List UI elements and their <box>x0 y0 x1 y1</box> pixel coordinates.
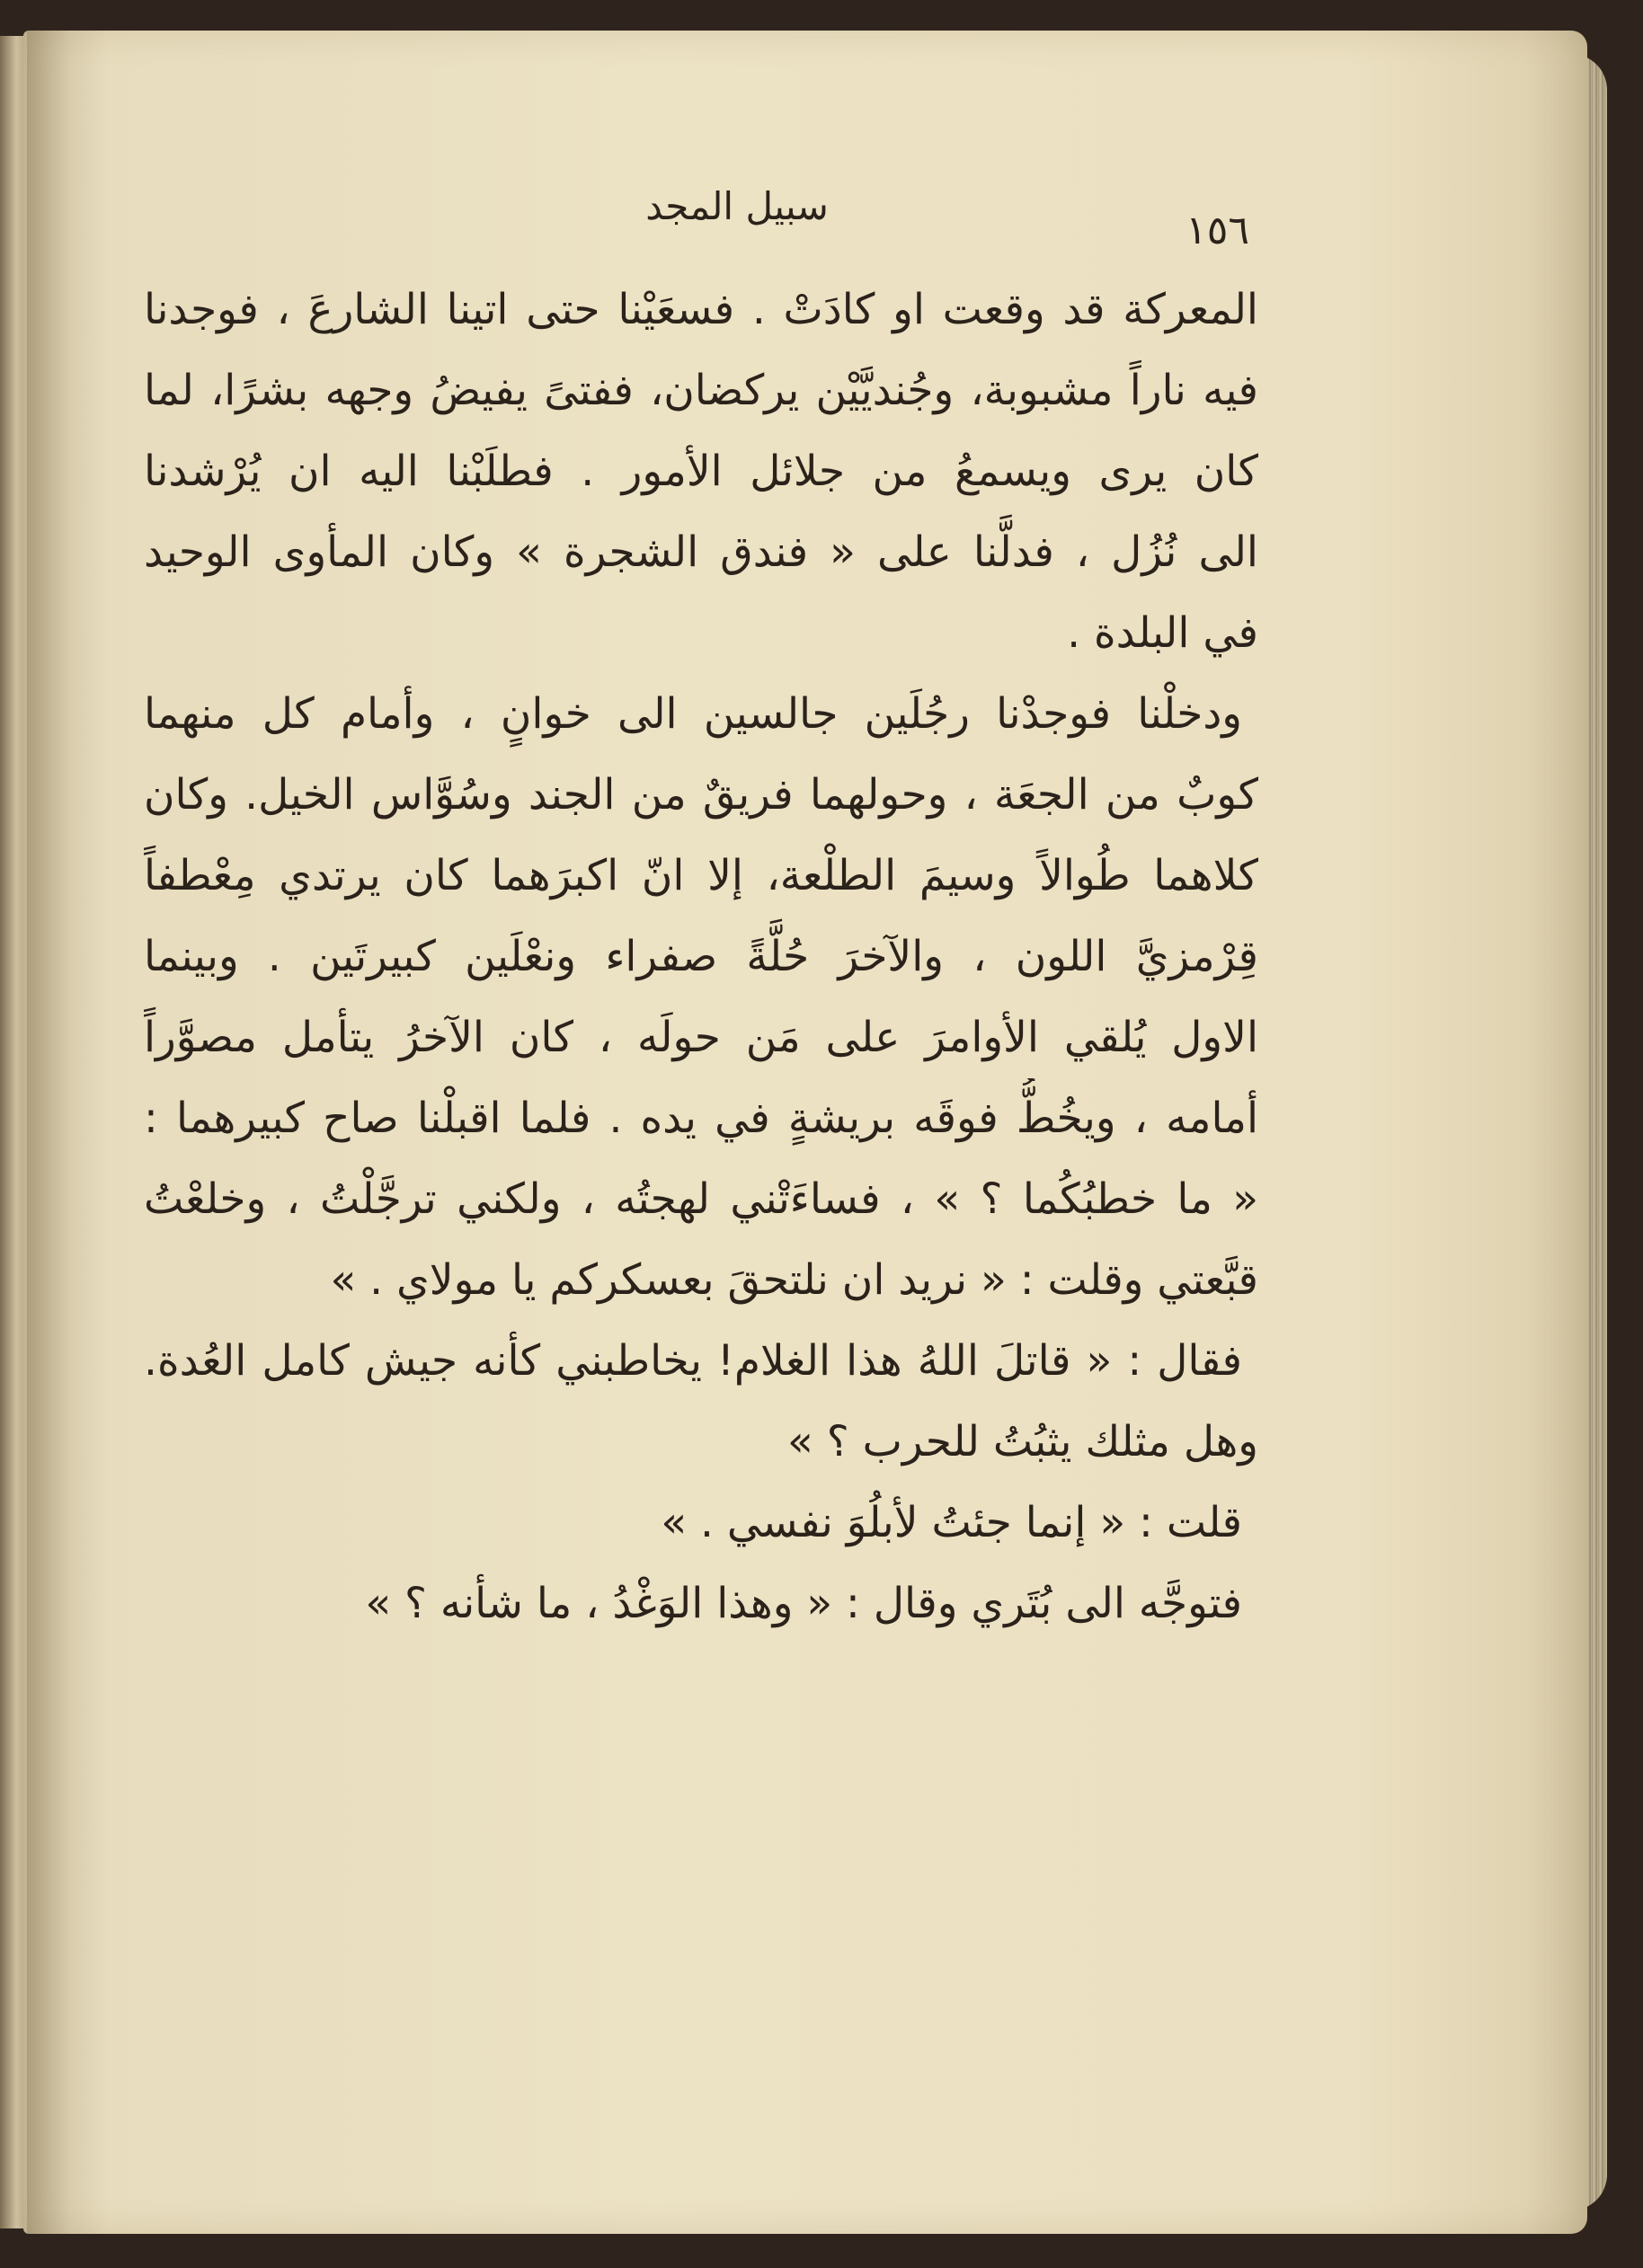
text-line: في البلدة . <box>1067 608 1258 658</box>
text-line: كوبٌ من الجعَة ، وحولهما فريقٌ من الجند وسُوَّاس الخيل. وكان <box>144 770 1258 819</box>
text-line: فقال : « قاتلَ اللهُ هذا الغلام! يخاطبني كأنه جيش كامل العُدة. <box>144 1336 1242 1386</box>
page-number: ١٥٦ <box>1186 208 1249 253</box>
text-line: وهل مثلك يثبُتُ للحرب ؟ » <box>787 1417 1258 1466</box>
text-line: فيه ناراً مشبوبة، وجُنديَّيْن يركضان، ففتىً يفيضُ وجهه بشرًا، لما <box>144 366 1258 415</box>
text-line: قِرْمزيَّ اللون ، والآخرَ حُلَّةً صفراء ونعْلَين كبيرتَين . وبينما <box>144 932 1258 981</box>
text-line: ودخلْنا فوجدْنا رجُلَين جالسين الى خوانٍ ، وأمام كل منهما <box>144 689 1242 739</box>
text-line: قلت : « إنما جئتُ لأبلُوَ نفسي . » <box>661 1498 1242 1547</box>
running-title: سبيل المجد <box>645 184 829 228</box>
text-line: « ما خطبُكُما ؟ » ، فساءَتْني لهجتُه ، ولكني ترجَّلْتُ ، وخلعْتُ <box>144 1174 1258 1224</box>
text-line: كلاهما طُوالاً وسيمَ الطلْعة، إلا انّ اكبرَهما كان يرتدي مِعْطفاً <box>144 851 1258 900</box>
text-line: كان يرى ويسمعُ من جلائل الأمور . فطلَبْنا اليه ان يُرْشدنا <box>144 447 1258 496</box>
gutter-shadow <box>27 31 108 2234</box>
page-header <box>144 184 1258 256</box>
text-line: الاول يُلقي الأوامرَ على مَن حولَه ، كان الآخرُ يتأمل مصوَّراً <box>144 1013 1258 1062</box>
text-line: فتوجَّه الى بُتَري وقال : « وهذا الوَغْدُ ، ما شأنه ؟ » <box>365 1579 1242 1628</box>
text-line: قبَّعتي وقلت : « نريد ان نلتحقَ بعسكركم يا مولاي . » <box>330 1255 1258 1305</box>
text-line: الى نُزُل ، فدلَّنا على « فندق الشجرة » وكان المأوى الوحيد <box>144 527 1258 577</box>
body-text <box>144 270 1258 1644</box>
text-line: المعركة قد وقعت او كادَتْ . فسعَيْنا حتى اتينا الشارعَ ، فوجدنا <box>144 285 1258 334</box>
text-line: أمامه ، ويخُطُّ فوقَه بريشةٍ في يده . فلما اقبلْنا صاح كبيرهما : <box>144 1094 1258 1143</box>
